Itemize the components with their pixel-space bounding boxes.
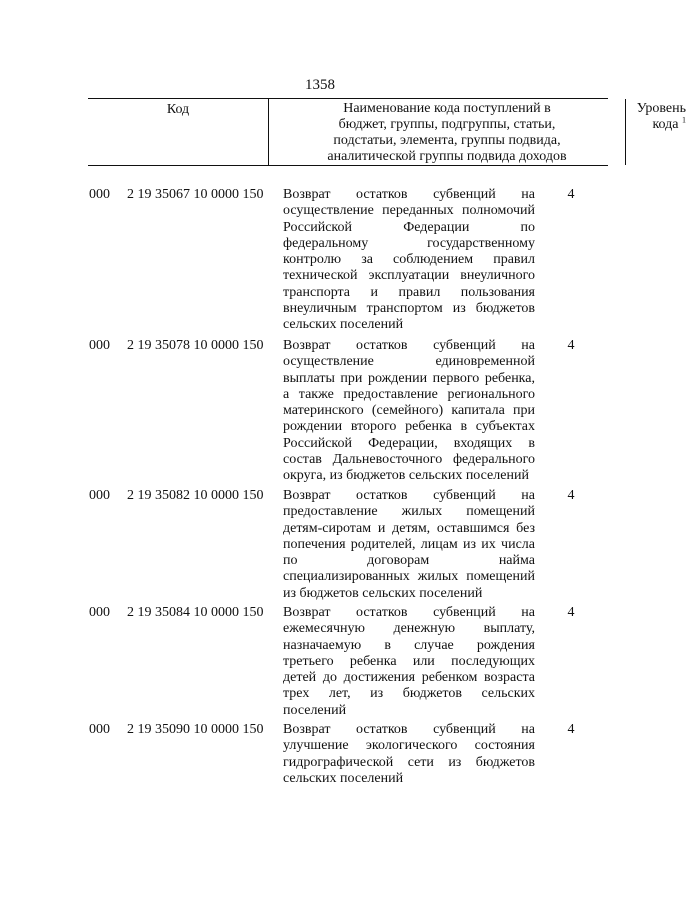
row-prefix: 000 (89, 338, 110, 353)
description-line: Возврат остатков субвенций на (283, 488, 535, 503)
row-prefix: 000 (89, 605, 110, 620)
description-line: Российской Федерации по (283, 219, 535, 235)
row-prefix: 000 (89, 488, 110, 503)
description-line: контролю за соблюдением правил (283, 252, 535, 268)
row-level: 4 (567, 187, 575, 202)
description-line: гидрографической сети из бюджетов (283, 754, 535, 770)
header-level-label: кода (652, 117, 679, 132)
description-line: осуществление единовременной (283, 354, 535, 370)
header-level-line2 (626, 117, 686, 133)
description-line: назначаемую в случае рождения (283, 637, 535, 653)
description-line: Возврат остатков субвенций на (283, 722, 535, 737)
description-line: материнского (семейного) капитала при (283, 403, 535, 419)
table-header (88, 98, 686, 166)
row-description (283, 187, 535, 334)
description-line: детей до достижения ребенком возраста (283, 670, 535, 686)
description-line: а также предоставление регионального (283, 386, 535, 402)
description-line: федеральному государственному (283, 235, 535, 251)
description-line: осуществление переданных полномочий (283, 203, 535, 219)
row-description (283, 722, 535, 787)
header-name-column (268, 99, 626, 165)
header-name-line: подстатьи, элемента, группы подвида, (333, 133, 561, 148)
row-description (283, 488, 535, 602)
description-line: ежемесячную денежную выплату, (283, 621, 535, 637)
description-line: предоставление жилых помещений (283, 504, 535, 520)
description-line: поселений (283, 702, 347, 718)
description-line: состав Дальневосточного федерального (283, 452, 535, 468)
row-level: 4 (567, 338, 575, 353)
description-line: попечения родителей, лицам из их числа (283, 536, 535, 552)
description-line: третьего ребенка или последующих (283, 653, 535, 669)
description-line: из бюджетов сельских поселений (283, 585, 483, 601)
header-name-line: бюджет, группы, подгруппы, статьи, (338, 117, 556, 132)
description-line: детям-сиротам и детям, оставшимся без (283, 520, 535, 536)
description-line: улучшение экологического состояния (283, 738, 535, 754)
description-line: по договорам найма (283, 553, 535, 569)
description-line: рождении второго ребенка в субъектах (283, 419, 535, 435)
row-code: 2 19 35084 10 0000 150 (127, 605, 264, 620)
header-code-column: Код (166, 102, 190, 117)
row-level: 4 (567, 605, 575, 620)
description-line: специализированных жилых помещений (283, 569, 535, 585)
description-line: округа, из бюджетов сельских поселений (283, 468, 529, 484)
description-line: Возврат остатков субвенций на (283, 187, 535, 202)
page-number: 1358 (305, 77, 335, 93)
row-description (283, 605, 535, 719)
row-code: 2 19 35082 10 0000 150 (127, 488, 264, 503)
row-level: 4 (567, 488, 575, 503)
header-level-column (626, 99, 686, 165)
description-line: сельских поселений (283, 770, 404, 786)
description-line: выплаты при рождении первого ребенка, (283, 370, 535, 386)
description-line: трех лет, из бюджетов сельских (283, 686, 535, 702)
footnote-marker: 1 (682, 115, 686, 125)
row-code: 2 19 35078 10 0000 150 (127, 338, 264, 353)
description-line: технической эксплуатации внеуличного (283, 268, 535, 284)
description-line: Возврат остатков субвенций на (283, 338, 535, 353)
description-line: сельских поселений (283, 317, 404, 333)
header-level-line1: Уровень (636, 101, 686, 116)
row-level: 4 (567, 722, 575, 737)
description-line: Возврат остатков субвенций на (283, 605, 535, 620)
description-line: Российской Федерации, входящих в (283, 435, 535, 451)
description-line: внеуличным транспортом из бюджетов (283, 301, 535, 317)
header-name-line: Наименование кода поступлений в (343, 101, 551, 116)
row-description (283, 338, 535, 485)
row-prefix: 000 (89, 722, 110, 737)
description-line: транспорта и правил пользования (283, 284, 535, 300)
row-prefix: 000 (89, 187, 110, 202)
row-code: 2 19 35090 10 0000 150 (127, 722, 264, 737)
header-name-line: аналитической группы подвида доходов (327, 149, 567, 164)
row-code: 2 19 35067 10 0000 150 (127, 187, 264, 202)
